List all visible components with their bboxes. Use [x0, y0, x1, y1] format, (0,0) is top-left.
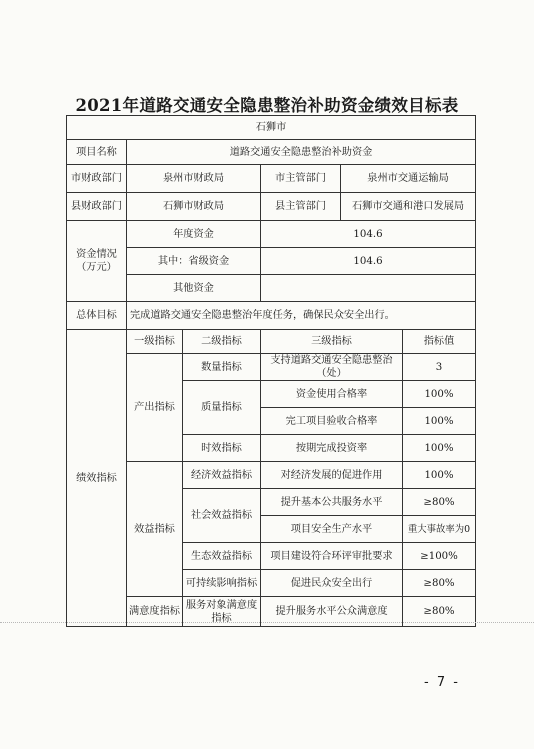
- indicator-l3: 提升服务水平公众满意度: [261, 597, 403, 627]
- indicator-l3: 支持道路交通安全隐患整治（处）: [261, 354, 403, 381]
- indicator-l2: 服务对象满意度指标: [183, 597, 261, 627]
- county-finance-label: 县财政部门: [67, 193, 127, 221]
- indicator-value: ≥80%: [403, 597, 476, 627]
- other-funds-label: 其他资金: [127, 275, 261, 302]
- indicator-l3: 提升基本公共服务水平: [261, 489, 403, 516]
- county-finance: 石狮市财政局: [127, 193, 261, 221]
- scan-artifact-line: [0, 622, 534, 623]
- annual-funds-label: 年度资金: [127, 221, 261, 248]
- county-name: 石狮市: [67, 116, 476, 140]
- county-dept-label: 县主管部门: [261, 193, 341, 221]
- indicator-value: ≥80%: [403, 570, 476, 597]
- indicator-value: 100%: [403, 435, 476, 462]
- performance-goal-table: [66, 115, 476, 627]
- indicator-value: ≥80%: [403, 489, 476, 516]
- annual-funds: 104.6: [261, 221, 476, 248]
- funds-label: 资金情况 （万元）: [67, 221, 127, 302]
- county-dept: 石狮市交通和港口发展局: [341, 193, 476, 221]
- indicator-value: 100%: [403, 462, 476, 489]
- provincial-funds: 104.6: [261, 248, 476, 275]
- indicator-l2: 可持续影响指标: [183, 570, 261, 597]
- indicator-l3: 对经济发展的促进作用: [261, 462, 403, 489]
- overall-goal-label: 总体目标: [67, 302, 127, 330]
- city-finance-label: 市财政部门: [67, 165, 127, 193]
- header-level2: 二级指标: [183, 330, 261, 354]
- document-title: 2021年道路交通安全隐患整治补助资金绩效目标表: [75, 96, 459, 115]
- city-dept-label: 市主管部门: [261, 165, 341, 193]
- indicator-value: 100%: [403, 381, 476, 408]
- indicator-l2: 生态效益指标: [183, 543, 261, 570]
- indicator-l3: 完工项目验收合格率: [261, 408, 403, 435]
- indicator-l2: 经济效益指标: [183, 462, 261, 489]
- city-finance: 泉州市财政局: [127, 165, 261, 193]
- project-name-label: 项目名称: [67, 140, 127, 165]
- provincial-funds-label: 其中：省级资金: [127, 248, 261, 275]
- perf-label: 绩效指标: [67, 330, 127, 627]
- indicator-l3: 促进民众安全出行: [261, 570, 403, 597]
- indicator-l3: 项目安全生产水平: [261, 516, 403, 543]
- indicator-l3: 项目建设符合环评审批要求: [261, 543, 403, 570]
- indicator-value: 重大事故率为0: [403, 516, 476, 543]
- indicator-value: 100%: [403, 408, 476, 435]
- header-level1: 一级指标: [127, 330, 183, 354]
- indicator-value: ≥100%: [403, 543, 476, 570]
- page-number: - 7 -: [424, 675, 460, 690]
- indicator-l3: 按期完成投资率: [261, 435, 403, 462]
- benefit-label: 效益指标: [127, 462, 183, 597]
- other-funds: [261, 275, 476, 302]
- indicator-value: 3: [403, 354, 476, 381]
- output-label: 产出指标: [127, 354, 183, 462]
- header-level3: 三级指标: [261, 330, 403, 354]
- indicator-l2: 社会效益指标: [183, 489, 261, 543]
- indicator-l2: 数量指标: [183, 354, 261, 381]
- overall-goal: 完成道路交通安全隐患整治年度任务，确保民众安全出行。: [127, 302, 476, 330]
- satisfaction-label: 满意度指标: [127, 597, 183, 627]
- indicator-l2: 时效指标: [183, 435, 261, 462]
- header-value: 指标值: [403, 330, 476, 354]
- indicator-l2: 质量指标: [183, 381, 261, 435]
- project-name: 道路交通安全隐患整治补助资金: [127, 140, 476, 165]
- indicator-l3: 资金使用合格率: [261, 381, 403, 408]
- city-dept: 泉州市交通运输局: [341, 165, 476, 193]
